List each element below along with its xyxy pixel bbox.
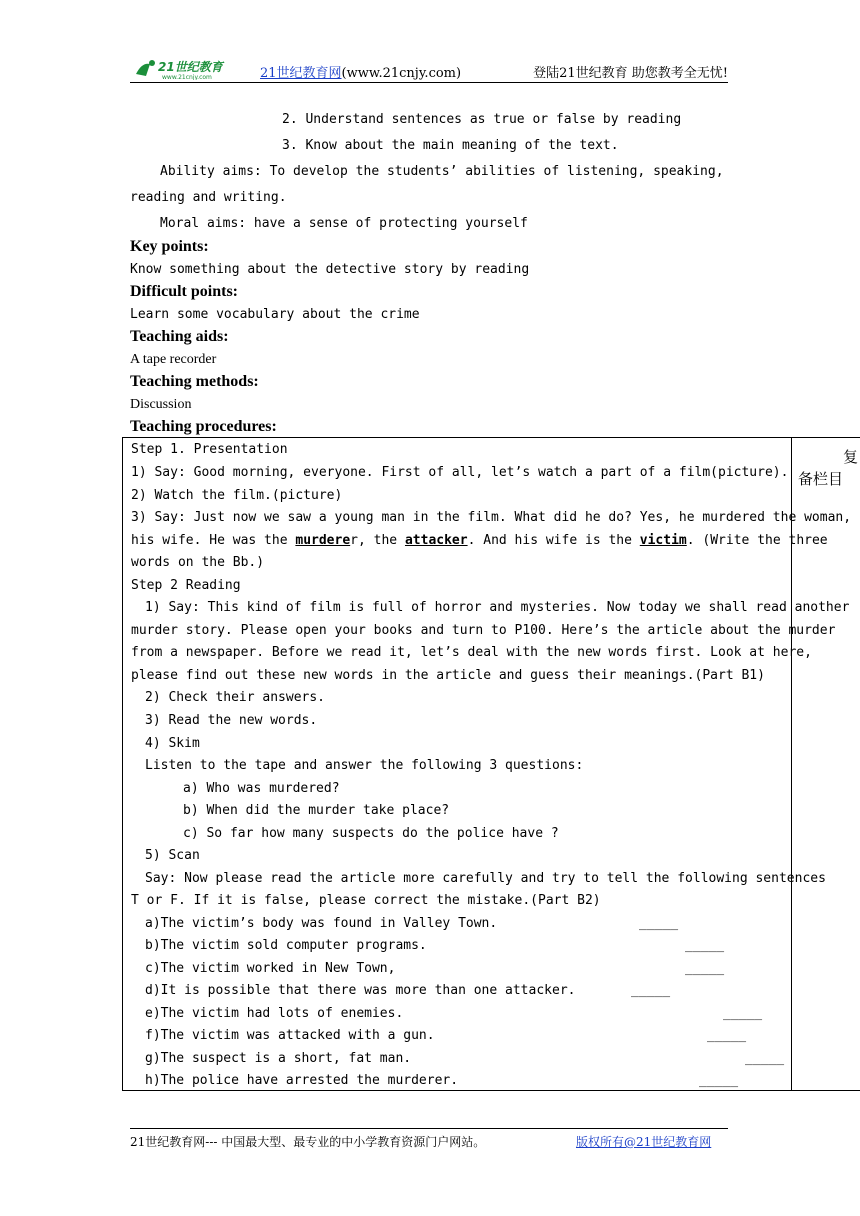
difficult-points-heading: Difficult points: [130,283,238,300]
site-link-name[interactable]: 21世纪教育网 [260,66,342,81]
site-logo [132,58,238,80]
teaching-aids-heading: Teaching aids: [130,328,229,345]
text-fragment: . (Write the three [686,533,828,548]
copyright-link[interactable]: 版权所有@21世纪教育网 [576,1135,712,1149]
text-fragment: r, the [350,533,405,548]
tf-statement: e)The victim had lots of enemies. [145,1006,404,1021]
tf-answer-blank[interactable]: _____ [745,1051,785,1066]
step-2-heading: Step 2 Reading [131,578,241,593]
vocab-attacker: attacker [404,533,468,548]
text-fragment: . And his wife is the [467,533,640,548]
objective-item-3: 3. Know about the main meaning of the text. [282,138,619,153]
header-slogan: 登陆21世纪教育 助您教考全无忧! [533,66,728,81]
vocab-murderer: murdere [295,533,351,548]
tf-statement: g)The suspect is a short, fat man. [145,1051,412,1066]
step-2-line-1c: from a newspaper. Before we read it, let’s deal with the new words first. Look at here, [131,645,812,660]
key-points-heading: Key points: [130,238,209,255]
step-2-line-1b: murder story. Please open your books and turn to P100. Here’s the article about the murder [131,623,836,638]
moral-aims: Moral aims: have a sense of protecting yourself [160,216,528,231]
teaching-methods-text: Discussion [130,397,192,412]
svg-text:www.21cnjy.com: www.21cnjy.com [162,74,212,80]
tf-statement: b)The victim sold computer programs. [145,938,427,953]
tf-answer-blank[interactable]: _____ [685,961,725,976]
svg-text:21世纪教育: 21世纪教育 [158,60,223,74]
site-url: (www.21cnjy.com) [341,66,462,81]
step-2-line-1a: 1) Say: This kind of film is full of horror and mysteries. Now today we shall read another [145,600,850,615]
procedures-table [122,437,860,1091]
step-2-line-1d: please find out these new words in the article and guess their meanings.(Part B1) [131,668,765,683]
tf-statement: d)It is possible that there was more than one attacker. [145,983,576,998]
step-2-item-4: 4) Skim [145,736,200,751]
scan-instruction-2: T or F. If it is false, please correct the mistake.(Part B2) [131,893,601,908]
tf-statement: a)The victim’s body was found in Valley Town. [145,916,498,931]
review-column-label-1: 复 [842,448,858,466]
listen-instruction: Listen to the tape and answer the following 3 questions: [145,758,584,773]
teaching-aids-text: A tape recorder [130,352,217,367]
step-2-item-3: 3) Read the new words. [145,713,318,728]
text-fragment: his wife. He was the [131,533,296,548]
tf-statement: h)The police have arrested the murderer. [145,1073,459,1088]
step-2-item-2: 2) Check their answers. [145,690,326,705]
review-column-label-2: 备栏目 [798,470,844,488]
scan-instruction-1: Say: Now please read the article more carefully and try to tell the following sentences [145,871,826,886]
footer-text: 21世纪教育网--- 中国最大型、最专业的中小学教育资源门户网站。 [130,1135,486,1149]
step-1-heading: Step 1. Presentation [131,442,288,457]
tf-answer-blank[interactable]: _____ [639,916,679,931]
review-column [798,446,858,490]
step-1-line-1: 1) Say: Good morning, everyone. First of all, let’s watch a part of a film(picture). [131,465,789,480]
teaching-methods-heading: Teaching methods: [130,373,259,390]
tf-answer-blank[interactable]: _____ [707,1028,747,1043]
objective-item-2: 2. Understand sentences as true or false by reading [282,112,682,127]
question-b: b) When did the murder take place? [183,803,450,818]
vocab-victim: victim [639,533,687,548]
page-footer [130,1128,728,1151]
teaching-procedures-heading: Teaching procedures: [130,418,277,435]
question-c: c) So far how many suspects do the police have ? [183,826,559,841]
ability-aims-line-1: Ability aims: To develop the students’ abilities of listening, speaking, [160,164,724,179]
page-header [130,58,728,83]
tf-answer-blank[interactable]: _____ [723,1006,763,1021]
difficult-points-text: Learn some vocabulary about the crime [130,307,420,322]
tf-answer-blank[interactable]: _____ [685,938,725,953]
site-link[interactable] [260,62,461,81]
step-2-item-5: 5) Scan [145,848,200,863]
tf-statement: c)The victim worked in New Town, [145,961,396,976]
tf-statement: f)The victim was attacked with a gun. [145,1028,435,1043]
tf-answer-blank[interactable]: _____ [699,1073,739,1088]
step-1-line-2: 2) Watch the film.(picture) [131,488,343,503]
step-1-line-3c: words on the Bb.) [131,555,265,570]
question-a: a) Who was murdered? [183,781,340,796]
step-1-line-3b [131,533,828,548]
step-1-line-3a: 3) Say: Just now we saw a young man in the film. What did he do? Yes, he murdered the woman, [131,510,852,525]
ability-aims-line-2: reading and writing. [130,190,287,205]
key-points-text: Know something about the detective story by reading [130,262,530,277]
tf-answer-blank[interactable]: _____ [631,983,671,998]
